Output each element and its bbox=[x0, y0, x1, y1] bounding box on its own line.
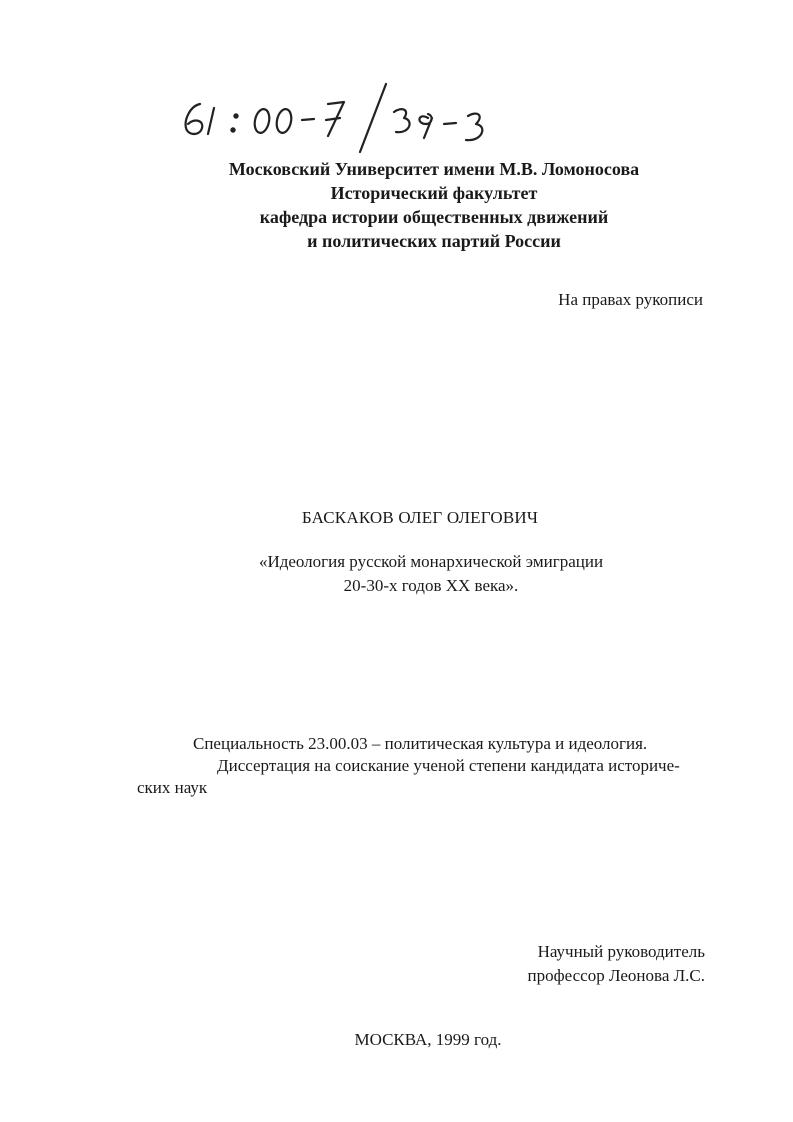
university-name: Московский Университет имени М.В. Ломоносова bbox=[228, 159, 640, 179]
faculty-name: Исторический факультет bbox=[330, 183, 538, 203]
specialty-block bbox=[137, 733, 697, 799]
manuscript-rights-note: На правах рукописи bbox=[558, 290, 703, 309]
advisor-role: Научный руководитель bbox=[537, 942, 705, 961]
specialty-line: Специальность 23.00.03 – политическая культура и идеология. bbox=[193, 734, 648, 753]
department-name-line1: кафедра истории общественных движений bbox=[259, 207, 609, 227]
department-name-line2: и политических партий России bbox=[307, 231, 561, 251]
degree-line2: ских наук bbox=[137, 778, 208, 797]
title-line2: 20-30-х годов XX века». bbox=[343, 576, 519, 595]
advisor-name: профессор Леонова Л.С. bbox=[527, 966, 705, 985]
handwritten-archive-code bbox=[178, 76, 508, 156]
title-line1: «Идеология русской монархической эмиграции bbox=[258, 552, 604, 571]
author-name: БАСКАКОВ ОЛЕГ ОЛЕГОВИЧ bbox=[301, 508, 539, 527]
scientific-advisor bbox=[528, 940, 705, 988]
city-year: МОСКВА, 1999 год. bbox=[354, 1030, 502, 1049]
university-header bbox=[0, 157, 793, 253]
handwritten-archive-code-drawing bbox=[178, 76, 508, 156]
degree-line1: Диссертация на соискание ученой степени кандидата историче- bbox=[217, 756, 680, 775]
dissertation-title bbox=[0, 550, 793, 598]
